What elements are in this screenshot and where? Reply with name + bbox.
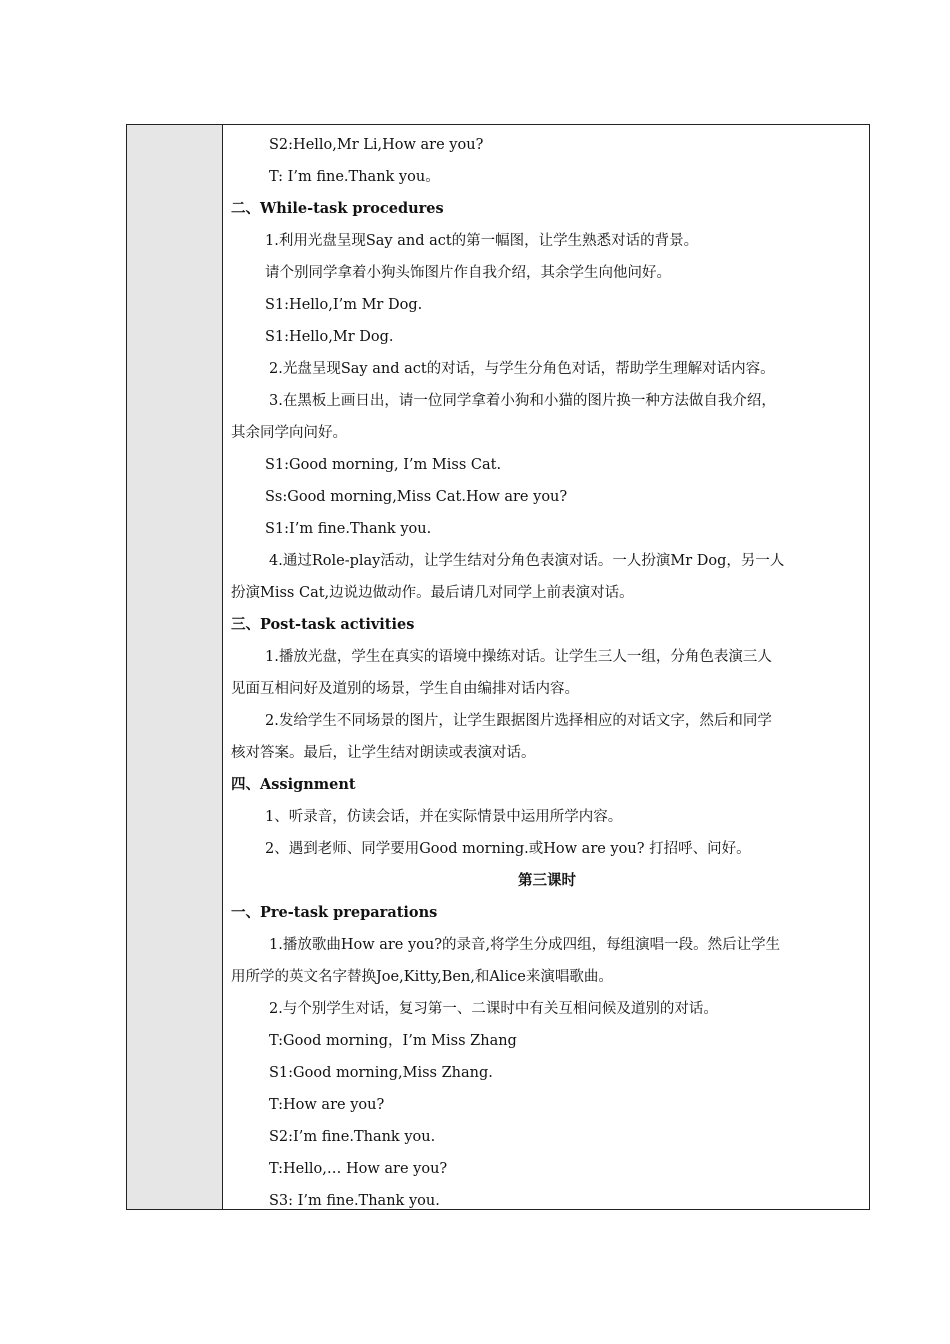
text-line: 1、听录音，仿读会话，并在实际情景中运用所学内容。 [265,809,623,825]
text-line: 请个别同学拿着小狗头饰图片作自我介绍，其余学生向他问好。 [265,265,671,281]
text-line: 2.发给学生不同场景的图片，让学生跟据图片选择相应的对话文字，然后和同学 [265,713,772,729]
text-line: T:How are you? [269,1097,385,1113]
text-line: 1.播放光盘，学生在真实的语境中操练对话。让学生三人一组，分角色表演三人 [265,649,772,665]
text-line: 1.利用光盘呈现Say and act的第一幅图，让学生熟悉对话的背景。 [265,233,699,249]
text-line: 核对答案。最后，让学生结对朗读或表演对话。 [231,745,536,761]
text-line: 4.通过Role-play活动，让学生结对分角色表演对话。一人扮演Mr Dog，另一人 [269,553,785,569]
text-line: 2.与个别学生对话，复习第一、二课时中有关互相问候及道别的对话。 [269,1001,718,1017]
text-line: T: I’m fine.Thank you。 [269,169,440,185]
text-line: Ss:Good morning,Miss Cat.How are you? [265,489,568,505]
text-line: 2、遇到老师、同学要用Good morning.或How are you? 打招呼、问好。 [265,841,751,857]
lesson-plan-table [126,124,870,1210]
text-line: 2.光盘呈现Say and act的对话，与学生分角色对话，帮助学生理解对话内容。 [269,361,775,377]
section-heading: 四、Assignment [231,776,356,793]
text-line: 扮演Miss Cat,边说边做动作。最后请几对同学上前表演对话。 [231,585,634,601]
text-line: 见面互相问好及道别的场景，学生自由编排对话内容。 [231,681,579,697]
text-line: T:Hello,… How are you? [269,1161,448,1177]
text-line: S2:I’m fine.Thank you. [269,1129,436,1145]
text-line: S1:Hello,I’m Mr Dog. [265,297,423,313]
text-line: S1:Good morning,Miss Zhang. [269,1065,493,1081]
text-line: S1:Hello,Mr Dog. [265,329,394,345]
section-heading: 三、Post-task activities [231,616,415,633]
content-cell [223,125,869,1209]
text-line: 其余同学向问好。 [231,425,347,441]
text-line: 3.在黑板上画日出，请一位同学拿着小狗和小猫的图片换一种方法做自我介绍， [269,393,776,409]
section-heading: 二、While-task procedures [231,200,444,217]
lesson-title: 第三课时 [518,872,576,889]
text-line: S3: I’m fine.Thank you. [269,1193,440,1209]
text-line: S1:I’m fine.Thank you. [265,521,432,537]
left-label-cell [127,125,223,1209]
text-line: 用所学的英文名字替换Joe,Kitty,Ben,和Alice来演唱歌曲。 [231,969,613,985]
text-line: S1:Good morning, I’m Miss Cat. [265,457,502,473]
text-line: 1.播放歌曲How are you?的录音,将学生分成四组，每组演唱一段。然后让学生 [269,937,781,953]
text-line: S2:Hello,Mr Li,How are you? [269,137,484,153]
section-heading: 一、Pre-task preparations [231,904,438,921]
text-line: T:Good morning，I’m Miss Zhang [269,1033,517,1049]
